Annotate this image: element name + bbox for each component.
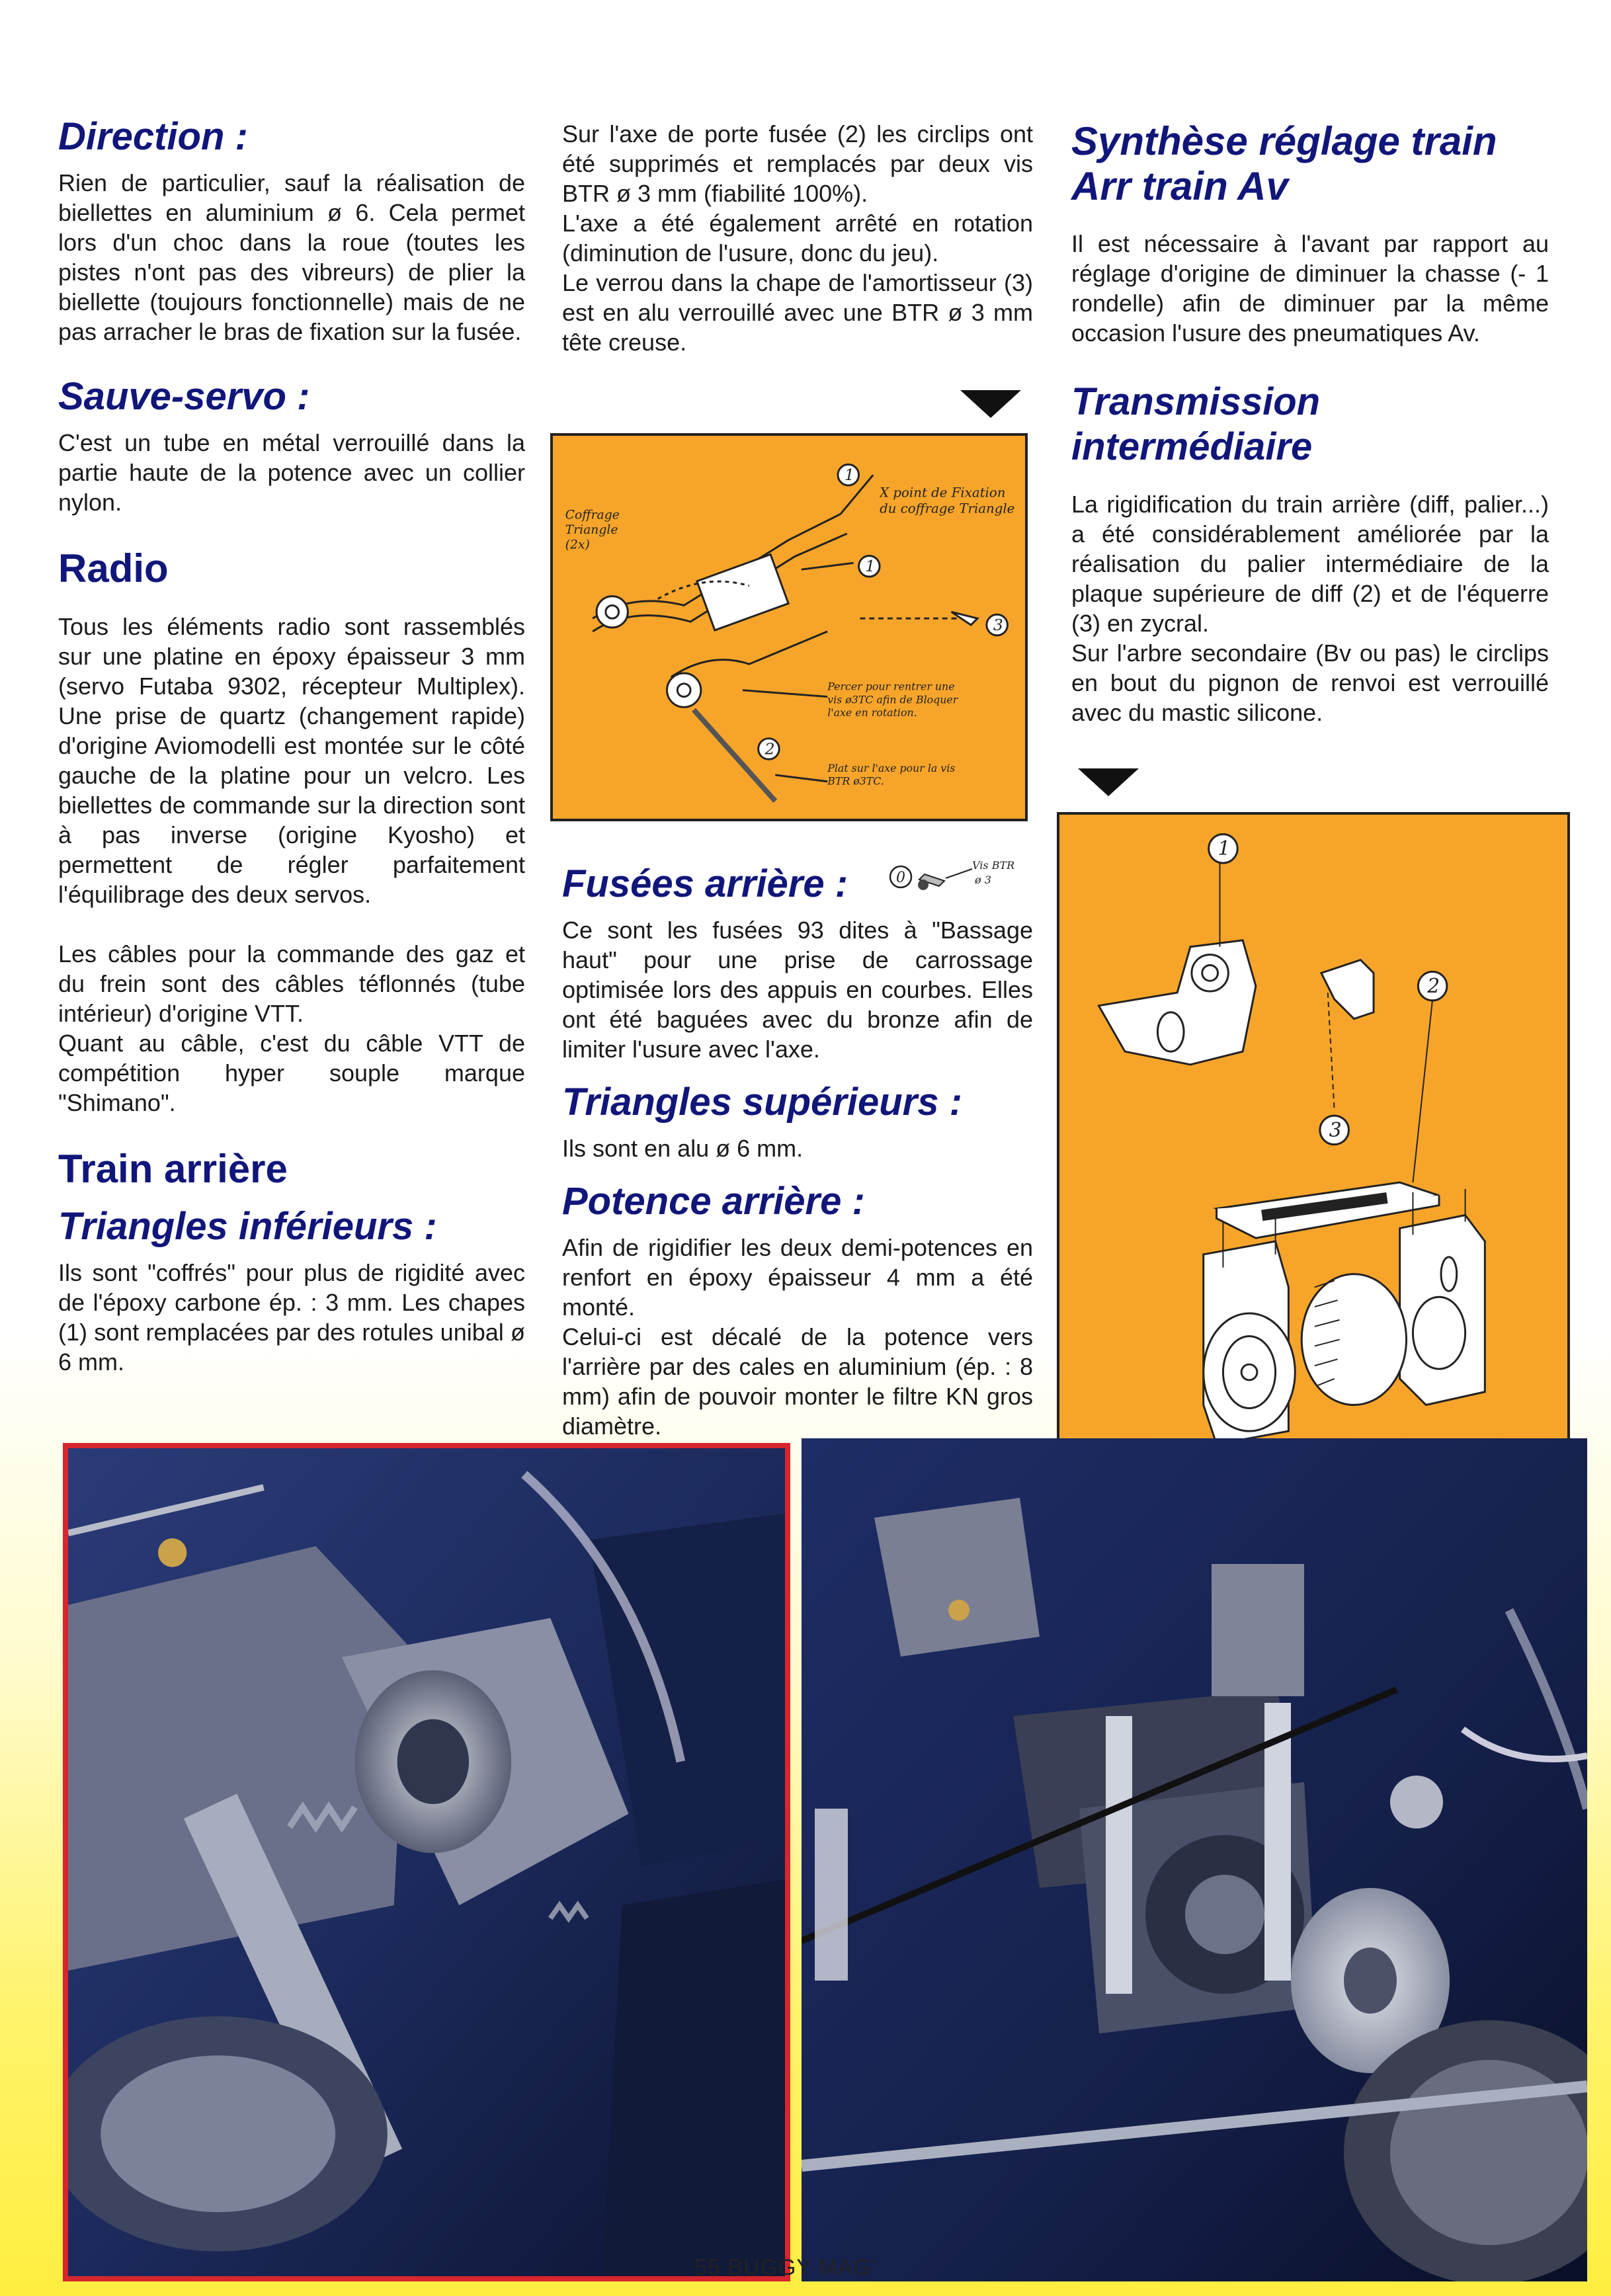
text-transmission-2: Sur l'arbre secondaire (Bv ou pas) le circlips en bout du pignon de renvoi est verrouillé avec du mastic silicone. bbox=[1071, 639, 1549, 726]
heading-direction: Direction : bbox=[58, 115, 248, 158]
diagram1-label-coffrage: Coffrage Triangle (2x) bbox=[565, 507, 620, 552]
text-potence-2: Celui-ci est décalé de la potence vers l'arrière par des cales en aluminium (ép. : 8 mm) afin de pouvoir monter le filtre KN gros diamètre. bbox=[562, 1323, 1033, 1440]
text-triangles-inferieurs: Ils sont "coffrés" pour plus de rigidité avec de l'époxy carbone ép. : 3 mm. Les chapes (1) sont remplacées par des rotules unibal ø 6 mm. bbox=[58, 1259, 525, 1376]
heading-fusees-arriere: Fusées arrière : bbox=[562, 862, 848, 905]
text-radio-3: Quant au câble, c'est du câble VTT de compétition hyper souple marque "Shimano". bbox=[58, 1030, 525, 1117]
diagram-rear-hub-drawing bbox=[553, 436, 1025, 819]
heading-transmission: Transmission intermédiaire bbox=[1071, 380, 1321, 468]
heading-triangles-superieurs: Triangles supérieurs : bbox=[562, 1080, 962, 1124]
page-footer: 55 BUGGY MAG' bbox=[694, 2255, 877, 2280]
text-radio-1: Tous les éléments radio sont rassemblés sur une platine en époxy épaisseur 3 mm (servo Futaba 9302, récepteur Multiplex). Une prise de quartz (changement rapide) d'origine Aviomodelli est montée sur le côté gauche de la platine pour un velcro. Les biellettes de commande sur la direction sont à pas inverse (origine Kyosho) et permettent de régler parfaitement l'équilibrage des deux servos. bbox=[58, 613, 525, 909]
diagram1-label-x: X point de Fixation du coffrage Triangle bbox=[880, 484, 1015, 516]
text-triangles-superieurs: Ils sont en alu ø 6 mm. bbox=[562, 1134, 804, 1162]
text-fusees-arriere: Ce sont les fusées 93 dites à "Bassage haut" pour une prise de carrossage optimisée lors des appuis en courbes. Elles ont été baguées avec du bronze afin de limiter l'usure avec l'axe. bbox=[562, 916, 1033, 1063]
text-direction: Rien de particulier, sauf la réalisation de biellettes en aluminium ø 6. Cela permet lors d'un choc dans la roue (toutes les pistes n'ont pas des vibreurs) de plier la biellette (toujours fonctionnelle) mais de ne pas arracher le bras de fixation sur la fusée. bbox=[58, 169, 525, 345]
arrow-down-icon bbox=[960, 390, 1021, 418]
column-left bbox=[58, 116, 525, 1377]
heading-potence-arriere: Potence arrière : bbox=[562, 1179, 865, 1223]
column-middle-lower bbox=[562, 863, 1033, 1441]
heading-sauve-servo: Sauve-servo : bbox=[58, 374, 310, 418]
screw-sketch-label-1: Vis BTR bbox=[972, 859, 1015, 872]
arrow-down-icon bbox=[1078, 768, 1139, 796]
diagram1-num-1b: 1 bbox=[865, 557, 876, 576]
photo-rear-train bbox=[63, 1443, 790, 2281]
screw-sketch-num: 0 bbox=[896, 870, 905, 886]
text-radio-2: Les câbles pour la commande des gaz et du frein sont des câbles téflonnés (tube intérieur) d'origine VTT. bbox=[58, 940, 525, 1028]
text-intro-3: Le verrou dans la chape de l'amortisseur (3) est en alu verrouillé avec une BTR ø 3 mm tête creuse. bbox=[562, 269, 1033, 356]
diagram1-num-2: 2 bbox=[764, 739, 775, 758]
heading-triangles-inferieurs: Triangles inférieurs : bbox=[58, 1205, 437, 1249]
diagram1-label-percer: Percer pour rentrer une vis ø3TC afin de Bloquer l'axe en rotation. bbox=[827, 680, 958, 719]
text-intro-2: L'axe a été également arrêté en rotation (diminution de l'usure, donc du jeu). bbox=[562, 210, 1033, 266]
screw-sketch-label-2: ø 3 bbox=[975, 874, 991, 886]
photo-transmission bbox=[802, 1438, 1587, 2281]
text-intro-1: Sur l'axe de porte fusée (2) les circlips ont été supprimés et remplacés par deux vis BTR ø 3 mm (fiabilité 100%). bbox=[562, 120, 1033, 207]
diagram2-num-2: 2 bbox=[1427, 975, 1440, 999]
text-synthese: Il est nécessaire à l'avant par rapport au réglage d'origine de diminuer la chasse (- 1 rondelle) afin de diminuer par la même occasion l'usure des pneumatiques Av. bbox=[1071, 230, 1549, 347]
diagram-rear-hub bbox=[550, 433, 1028, 821]
diagram1-label-plat: Plat sur l'axe pour la vis BTR ø3TC. bbox=[827, 762, 956, 788]
diagram2-num-1: 1 bbox=[1218, 837, 1231, 861]
text-transmission-1: La rigidification du train arrière (diff, palier...) a été considérablement améliorée par la réalisation du palier intermédiaire de la plaque supérieure de diff (2) et de l'équerre (3) en zycral. bbox=[1071, 491, 1549, 637]
text-potence-1: Afin de rigidifier les deux demi-potences en renfort en époxy épaisseur 4 mm a été monté. bbox=[562, 1233, 1033, 1321]
column-middle bbox=[562, 119, 1033, 357]
diagram1-num-3: 3 bbox=[993, 615, 1003, 634]
heading-train-arriere: Train arrière bbox=[58, 1147, 288, 1192]
diagram1-num-1a: 1 bbox=[844, 466, 854, 485]
heading-radio: Radio bbox=[58, 546, 169, 591]
column-right bbox=[1071, 119, 1549, 727]
text-sauve-servo: C'est un tube en métal verrouillé dans la partie haute de la potence avec un collier nylon. bbox=[58, 429, 525, 516]
diagram2-num-3: 3 bbox=[1329, 1118, 1342, 1142]
screw-sketch bbox=[886, 853, 1018, 909]
heading-synthese: Synthèse réglage train Arr train Av bbox=[1071, 119, 1497, 208]
